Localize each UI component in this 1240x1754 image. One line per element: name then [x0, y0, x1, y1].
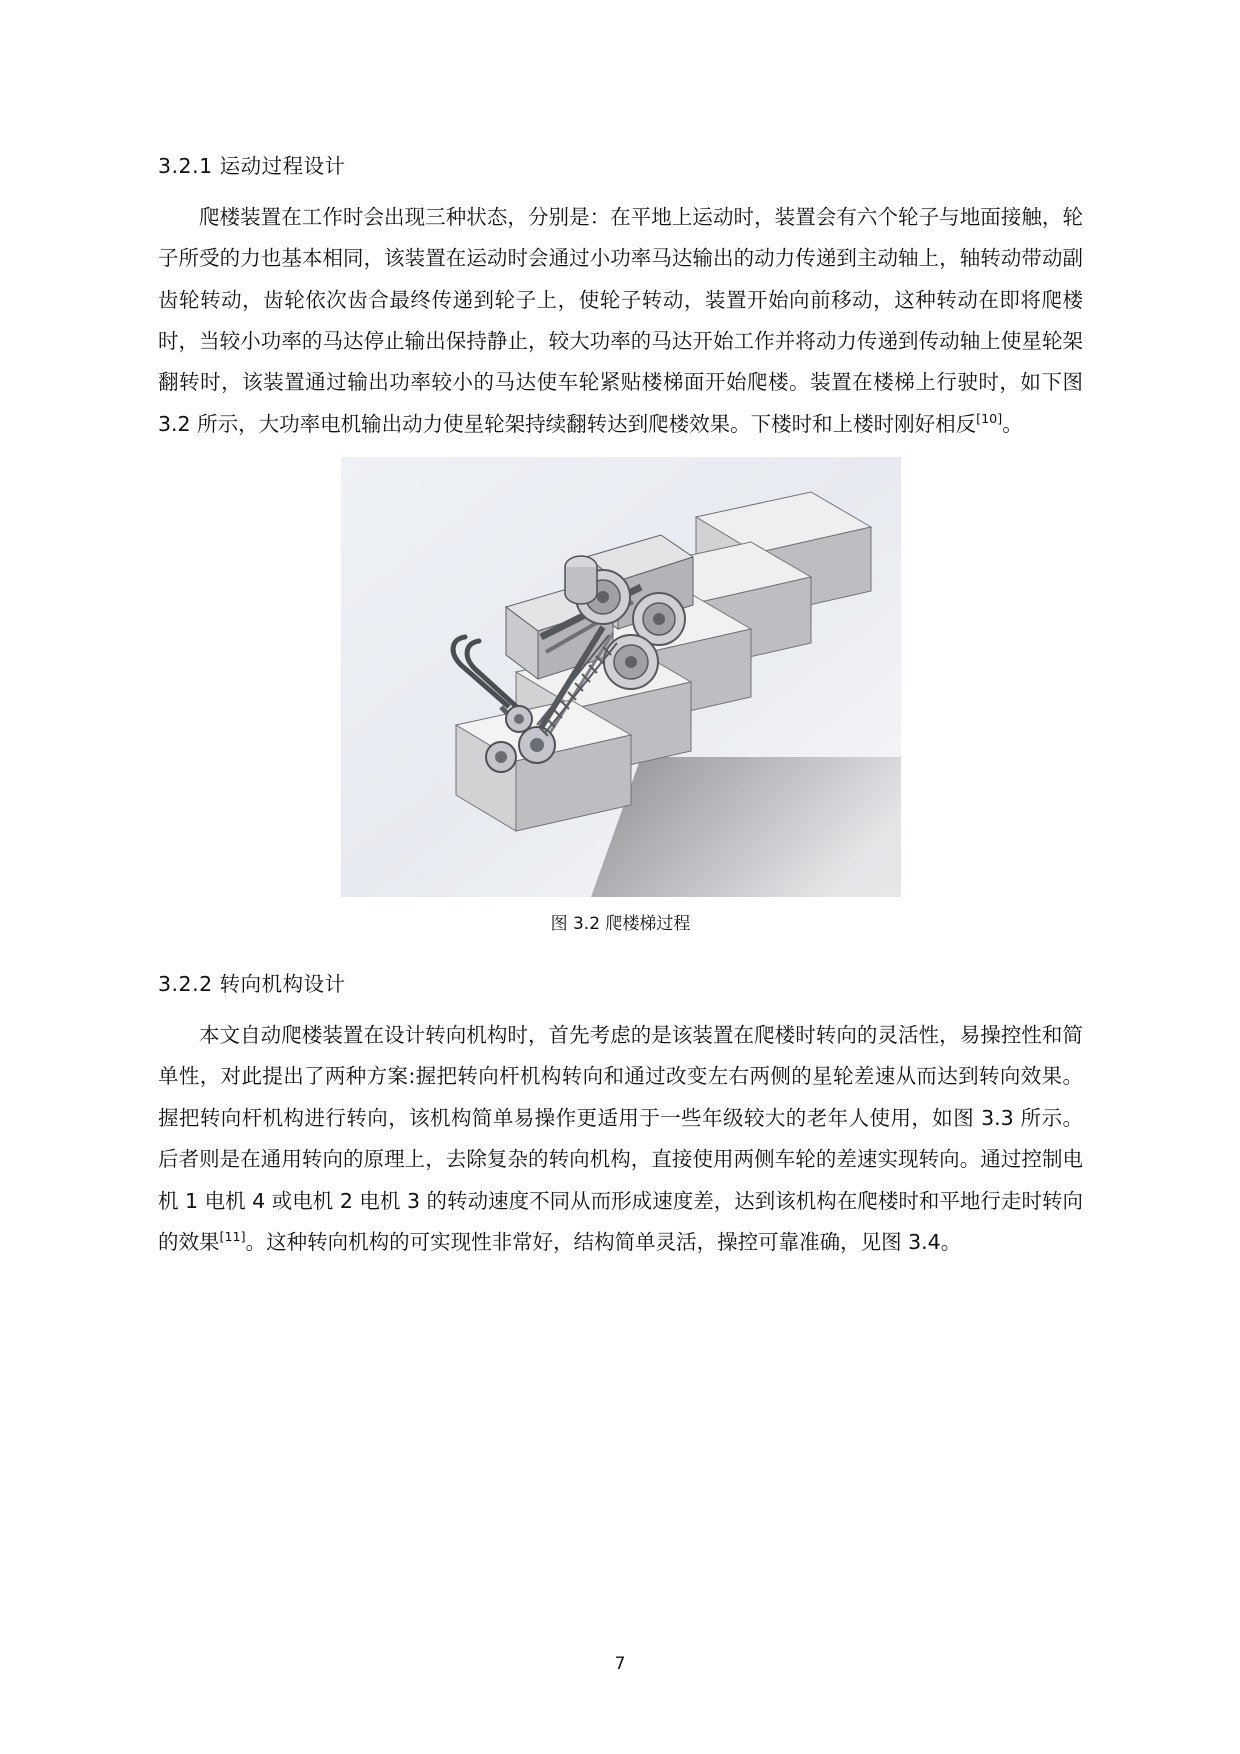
section-heading-321: 3.2.1 运动过程设计 — [158, 154, 346, 178]
paragraph-text-322: 本文自动爬楼装置在设计转向机构时，首先考虑的是该装置在爬楼时转向的灵活性，易操控性和简单性，对此提出了两种方案:握把转向杆机构转向和通过改变左右两侧的星轮差速从而达到转向效果。握把转向杆机构进行转向，该机构简单易操作更适用于一些年级较大的老年人使用，如图 3.3 所示。后者则是在通用转向的原理上，去除复杂的转向机构，直接使用两侧车轮的差速实现转向。通过控制电机 1 电机 4 或电机 2 电机 3 的转动速度不同从而形成速度差，达到该机构在爬楼时和平地行走时转向的效果 — [158, 1023, 1083, 1255]
paragraph-text-321: 爬楼装置在工作时会出现三种状态，分别是：在平地上运动时，装置会有六个轮子与地面接触，轮子所受的力也基本相同，该装置在运动时会通过小功率马达输出的动力传递到主动轴上，轴转动带动副齿轮转动，齿轮依次齿合最终传递到轮子上，使轮子转动，装置开始向前移动，这种转动在即将爬楼时，当较小功率的马达停止输出保持静止，较大功率的马达开始工作并将动力传递到传动轴上使星轮架翻转时，该装置通过输出功率较小的马达使车轮紧贴楼梯面开始爬楼。装置在楼梯上行驶时，如下图 3.2 所示，大功率电机输出动力使星轮架持续翻转达到爬楼效果。下楼时和上楼时刚好相反 — [158, 204, 1083, 436]
figure-32-caption: 图 3.2 爬楼梯过程 — [550, 914, 691, 935]
page-content — [158, 150, 1083, 1263]
citation-ref-10: [10] — [976, 411, 1003, 426]
section-paragraph-321 — [158, 197, 1083, 445]
figure-32-image — [341, 457, 901, 897]
figure-32 — [158, 457, 1083, 934]
section-heading-322: 3.2.2 转向机构设计 — [158, 972, 346, 997]
section-paragraph-322 — [158, 1015, 1083, 1263]
citation-ref-11: [11] — [219, 1229, 246, 1245]
paragraph-tail-321: 。 — [1002, 411, 1023, 436]
paragraph-tail-322: 。这种转向机构的可实现性非常好，结构简单灵活，操控可靠准确，见图 3.4。 — [245, 1230, 962, 1255]
stair-climbing-device-illustration — [341, 457, 901, 897]
page-number: 7 — [614, 1654, 626, 1674]
